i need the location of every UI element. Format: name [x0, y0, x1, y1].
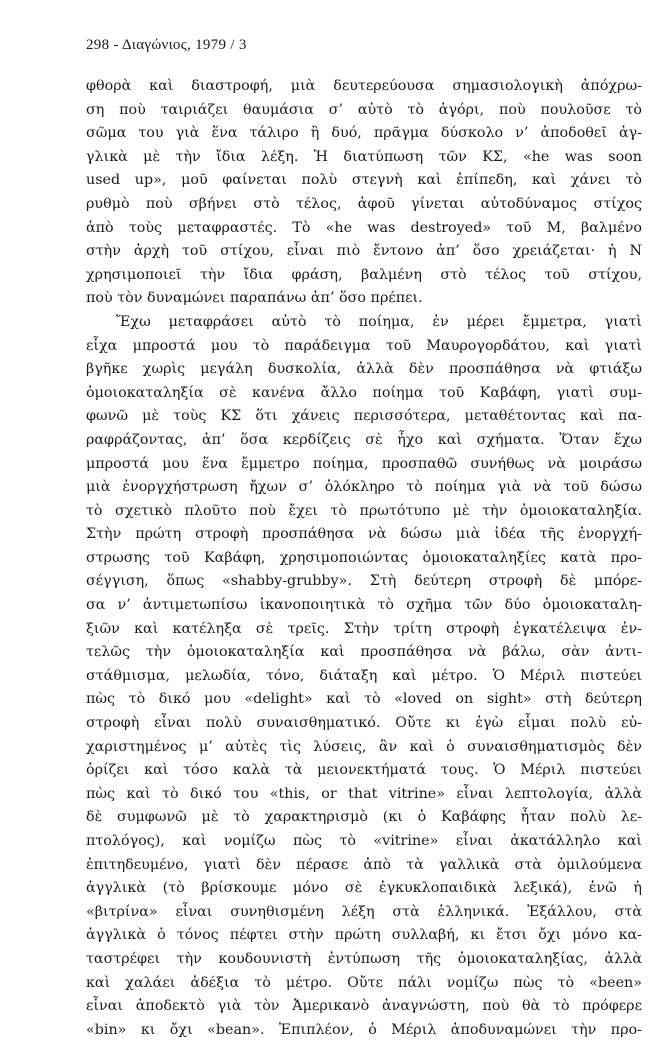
- text-line: ση ποὺ ταιριάζει θαυμάσια σ’ αὐτὸ τὸ ἀγόρι, ποὺ πουλοῦσε τὸ: [86, 101, 642, 118]
- text-line: γλικὰ μὲ τὴν ἴδια λέξη. Ἡ διατύπωση τῶν ΚΣ, «he was soon: [86, 148, 642, 165]
- text-line: ἀγγλικὰ (τὸ βρίσκουμε μόνο σὲ ἐγκυκλοπαιδικὰ λεξικά), ἐνῶ ἡ: [86, 880, 642, 897]
- text-line: ὁμοιοκαταληξία σὲ κανένα ἄλλο ποίημα τοῦ Καβάφη, γιατὶ συμ-: [86, 384, 642, 401]
- text-line: ἐπιτηδευμένο, γιατὶ δὲν πέρασε ἀπὸ τὰ γαλλικὰ στὰ ὁμιλούμενα: [86, 856, 642, 873]
- text-line: ὁρίζει καὶ τόσο καλὰ τὰ μειονεκτήματά τους. Ὁ Μέριλ πιστεύει: [86, 762, 642, 779]
- text-line: σέγγιση, ὅπως «shabby-grubby». Στὴ δεύτερη στροφὴ δὲ μπόρε-: [86, 573, 642, 590]
- text-line: τὸ σχετικὸ πλοῦτο ποὺ ἔχει τὸ πρωτότυπο μὲ τὴν ὁμοιοκαταληξία.: [86, 502, 642, 519]
- text-line: στρωσης τοῦ Καβάφη, χρησιμοποιώντας ὁμοιοκαταληξίες κατὰ προ-: [86, 549, 642, 566]
- text-line: «bin» κι ὄχι «bean». Ἐπιπλέον, ὁ Μέριλ ἀποδυναμώνει τὴν προ-: [86, 1021, 642, 1038]
- text-line: στάθμισμα, μελωδία, τόνο, διάταξη καὶ μέτρο. Ὁ Μέριλ πιστεύει: [86, 667, 642, 684]
- text-line: πὼς καὶ τὸ δικό του «this, or that vitrine» εἶναι λεπτολογία, ἀλλὰ: [86, 785, 642, 802]
- text-line: ἀγγλικὰ ὁ τόνος πέφτει στὴν πρώτη συλλαβή, κι ἔτσι ὄχι μόνο κα-: [86, 927, 642, 944]
- text-line: σα ν’ ἀντιμετωπίσω ἱκανοποιητικὰ τὸ σχῆμα τῶν δύο ὁμοιοκαταλη-: [86, 597, 642, 614]
- text-line: Ἔχω μεταφράσει αὐτὸ τὸ ποίημα, ἐν μέρει ἔμμετρα, γιατὶ: [116, 313, 642, 330]
- text-line: σῶμα του γιὰ ἕνα τάλιρο ἢ δυό, πρᾶγμα δύσκολο ν’ ἀποδοθεῖ ἀγ-: [86, 125, 642, 142]
- text-line: ἀπὸ τοὺς μεταφραστές. Τὸ «he was destroyed» τοῦ Μ, βαλμένο: [86, 219, 642, 236]
- text-line: ποὺ τὸν δυναμώνει παραπάνω ἀπ’ ὅσο πρέπει.: [86, 290, 423, 307]
- text-line: βγῆκε χωρὶς μεγάλη δυσκολία, ἀλλὰ δὲν προσπάθησα νὰ φτιάξω: [86, 361, 642, 378]
- text-line: εἶχα μπροστά μου τὸ παράδειγμα τοῦ Μαυρογορδάτου, καὶ γιατὶ: [86, 337, 642, 354]
- text-line: εἶναι ἀποδεκτὸ γιὰ τὸν Ἀμερικανὸ ἀναγνώστη, ποὺ θὰ τὸ πρόφερε: [86, 998, 642, 1015]
- text-line: Στὴν πρώτη στροφὴ προσπάθησα νὰ δώσω μιὰ ἰδέα τῆς ἐνοργχή-: [86, 526, 642, 543]
- text-line: ταστρέφει τὴν κουδουνιστὴ ἐντύπωση τῆς ὁμοιοκαταληξίας, ἀλλὰ: [86, 950, 642, 967]
- body-text: [86, 75, 642, 1042]
- running-head: 298 - Διαγώνιος, 1979 / 3: [86, 37, 247, 53]
- text-line: χρησιμοποιεῖ τὴν ἴδια φράση, βαλμένη στὸ τέλος τοῦ στίχου,: [86, 266, 642, 283]
- text-line: δὲ συμφωνῶ μὲ τὸ χαρακτηρισμὸ (κι ὁ Καβάφης ἦταν πολὺ λε-: [86, 809, 642, 826]
- text-line: πτολόγος), καὶ νομίζω πὼς τὸ «vitrine» εἶναι ἀκατάλληλο καὶ: [86, 833, 642, 849]
- text-line: τελῶς τὴν ὁμοιοκαταληξία καὶ προσπάθησα νὰ βάλω, σὰν ἀντι-: [86, 644, 642, 661]
- text-line: ρυθμὸ ποὺ σβήνει στὸ τέλος, ἀφοῦ γίνεται αὐτοδύναμος στίχος: [86, 195, 642, 212]
- text-line: καὶ χαλάει ἀδέξια τὸ μέτρο. Οὔτε πάλι νομίζω πὼς τὸ «been»: [86, 974, 642, 991]
- page: [86, 36, 642, 1042]
- text-line: ραφράζοντας, ἀπ’ ὅσα κερδίζεις σὲ ἦχο καὶ σχήματα. Ὅταν ἔχω: [86, 431, 642, 448]
- text-line: used up», μοῦ φαίνεται πολὺ στεγνὴ καὶ ἐπίπεδη, καὶ χάνει τὸ: [86, 172, 642, 189]
- text-line: χαριστημένος μ’ αὐτὲς τὶς λύσεις, ἂν καὶ ὁ συναισθηματισμὸς δὲν: [86, 738, 642, 755]
- text-line: πὼς τὸ δικό μου «delight» καὶ τὸ «loved on sight» στὴ δεύτερη: [86, 691, 642, 708]
- text-line: στροφὴ εἶναι πολὺ συναισθηματικό. Οὔτε κι ἐγὼ εἶμαι πολὺ εὐ-: [86, 715, 642, 732]
- text-line: ξιῶν καὶ κατέληξα σὲ τρεῖς. Στὴν τρίτη στροφὴ ἐγκατέλειψα ἐν-: [86, 620, 642, 637]
- text-line: μπροστά μου ἕνα ἔμμετρο ποίημα, προσπαθῶ συνήθως νὰ μοιράσω: [86, 455, 642, 472]
- text-line: φθορὰ καὶ διαστροφή, μιὰ δευτερεύουσα σημασιολογικὴ ἀπόχρω-: [86, 78, 642, 94]
- text-line: «βιτρίνα» εἶναι συνηθισμένη λέξη στὰ ἑλληνικά. Ἐξάλλου, στὰ: [86, 903, 642, 920]
- text-line: φωνῶ μὲ τοὺς ΚΣ ὅτι χάνεις περισσότερα, μεταθέτοντας καὶ πα-: [86, 408, 642, 425]
- text-line: στὴν ἀρχὴ τοῦ στίχου, εἶναι πιὸ ἔντονο ἀπ’ ὅσο χρειάζεται· ἡ Ν: [86, 243, 642, 260]
- text-line: μιὰ ἐνοργχήστρωση ἤχων σ’ ὁλόκληρο τὸ ποίημα γιὰ νὰ τοῦ δώσω: [86, 479, 642, 496]
